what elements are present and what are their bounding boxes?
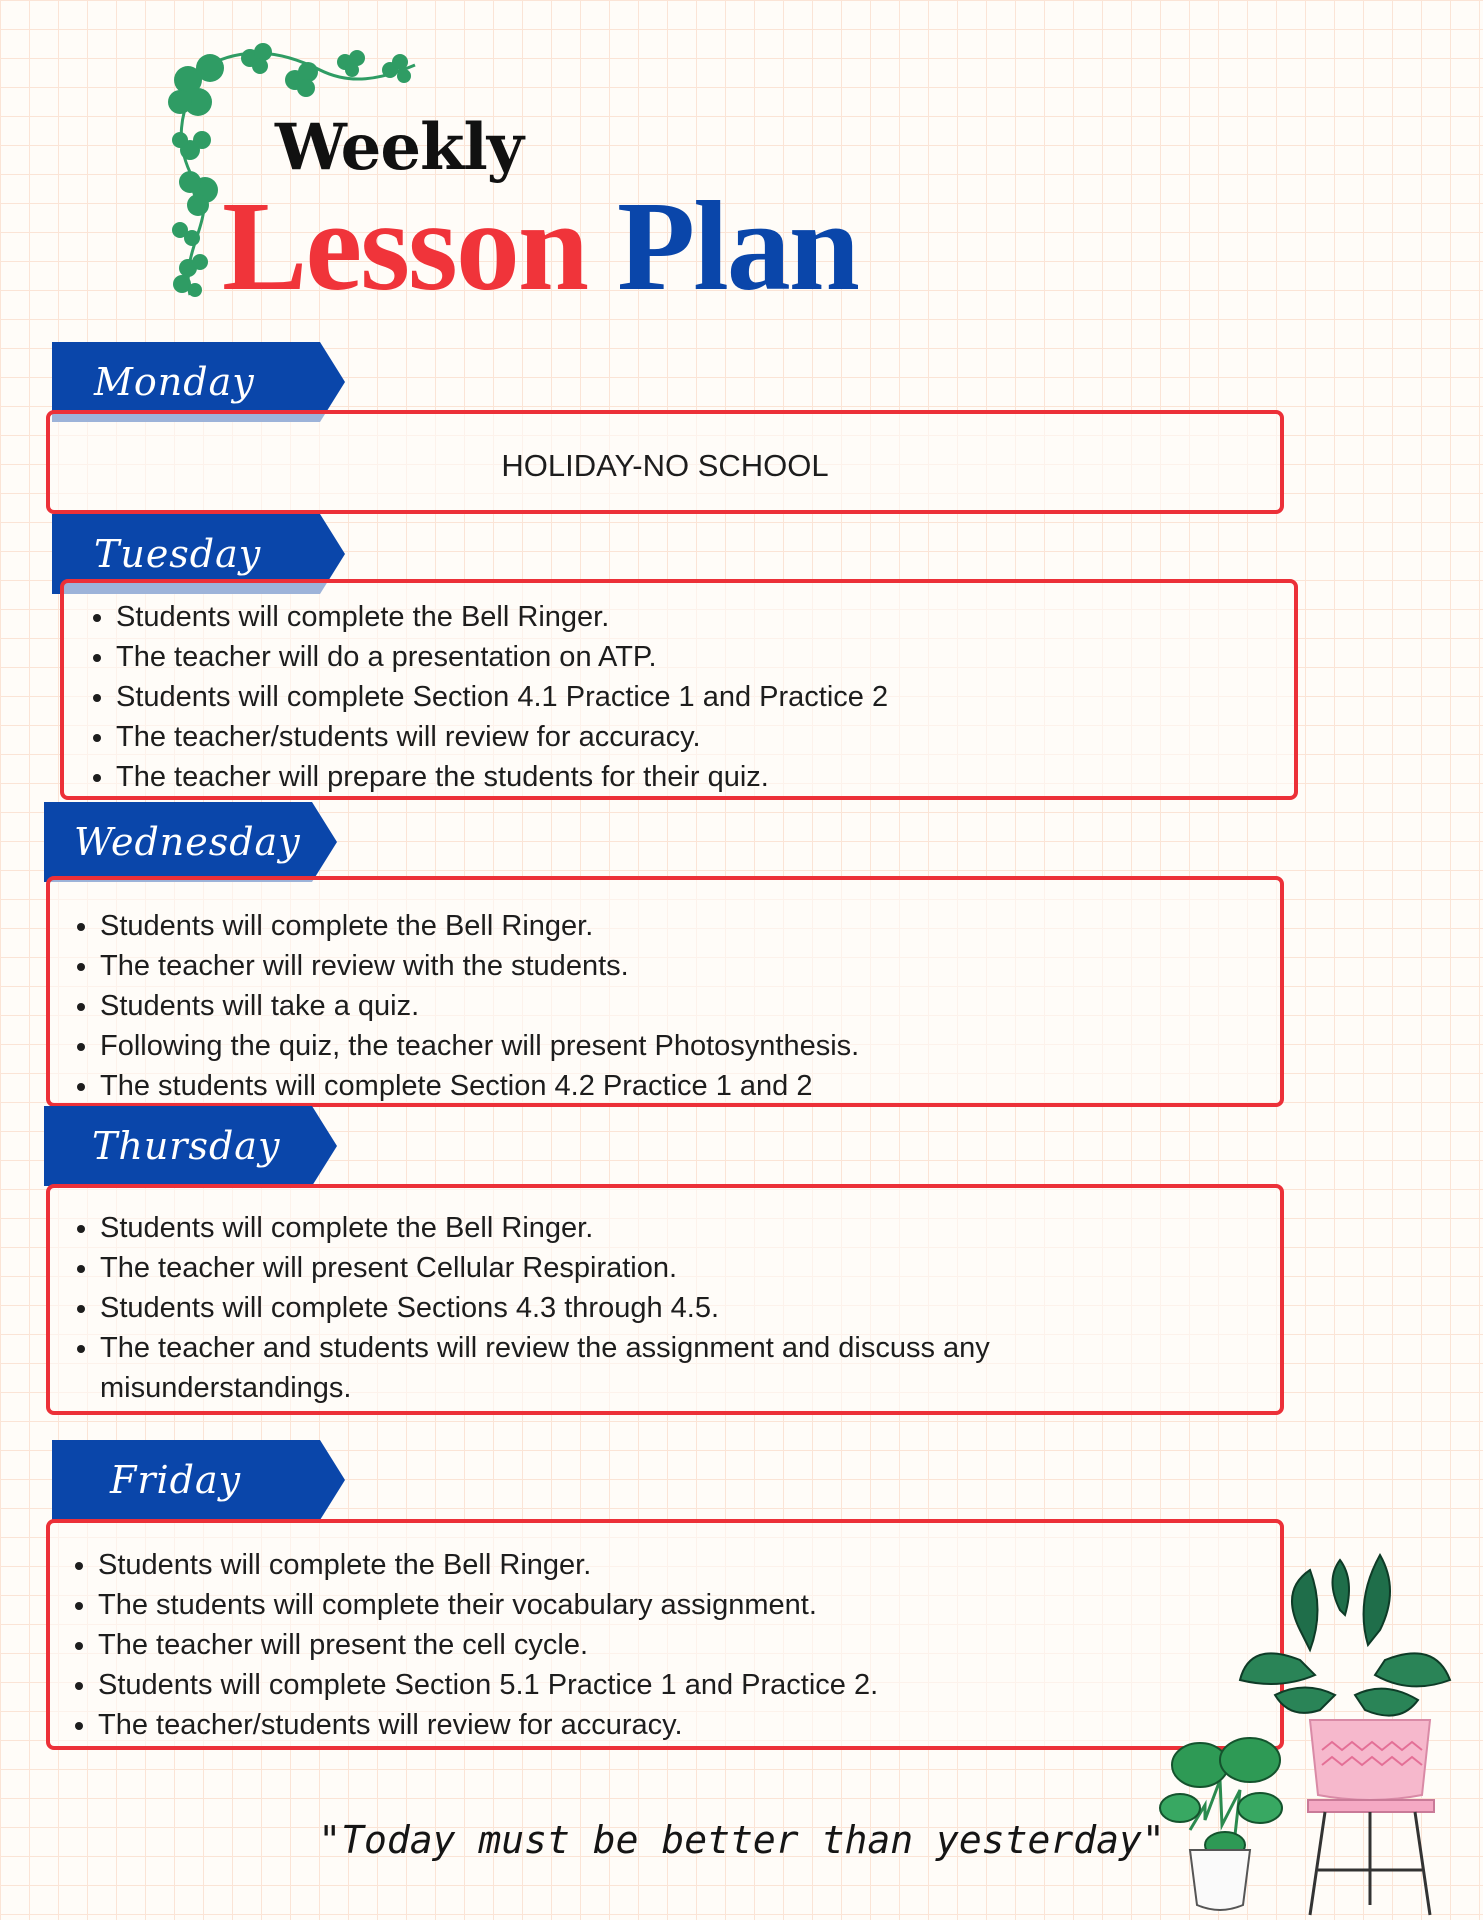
page-title [222,175,858,317]
list-item: • Students will complete Sections 4.3 through 4.5. [100,1288,1110,1328]
monday-box [46,410,1284,514]
list-item: • Following the quiz, the teacher will present Photosynthesis. [100,1026,1280,1066]
monday-note: HOLIDAY-NO SCHOOL [501,448,829,483]
wednesday-box [46,876,1284,1107]
title-weekly: Weekly [275,110,523,185]
wednesday-list [50,880,1280,1106]
title-lesson: Lesson [222,175,587,317]
friday-list [50,1523,1280,1745]
thursday-list [50,1188,1280,1408]
potted-plant-icon [1150,1550,1470,1920]
tuesday-box [60,579,1298,800]
list-item: • Students will complete Section 4.1 Practice 1 and Practice 2 [116,677,1294,717]
list-item: • The teacher will present Cellular Respiration. [100,1248,1110,1288]
tuesday-list [64,583,1294,797]
list-item: • Students will complete the Bell Ringer. [116,597,1294,637]
list-item: • Students will complete the Bell Ringer. [98,1545,1280,1585]
friday-box [46,1519,1284,1750]
day-label-tuesday: Tuesday [94,532,262,576]
list-item: • The teacher will do a presentation on ATP. [116,637,1294,677]
day-tag-friday [52,1440,347,1520]
list-item: • The teacher/students will review for accuracy. [116,717,1294,757]
list-item: • Students will complete Section 5.1 Practice 1 and Practice 2. [98,1665,1280,1705]
list-item: • The students will complete their vocabulary assignment. [98,1585,1280,1625]
day-label-thursday: Thursday [92,1124,281,1168]
list-item: • The teacher/students will review for accuracy. [98,1705,1280,1745]
list-item: • Students will take a quiz. [100,986,1280,1026]
list-item: • Students will complete the Bell Ringer. [100,906,1280,946]
title-plan: Plan [617,175,858,317]
day-label-wednesday: Wednesday [74,820,301,864]
list-item: • The students will complete Section 4.2 Practice 1 and 2 [100,1066,1280,1106]
list-item: • Students will complete the Bell Ringer. [100,1208,1110,1248]
list-item: • The teacher will present the cell cycle. [98,1625,1280,1665]
list-item: • The teacher and students will review the assignment and discuss any misunderstandings. [100,1328,1110,1408]
list-item: • The teacher will prepare the students for their quiz. [116,757,1294,797]
thursday-box [46,1184,1284,1415]
list-item: • The teacher will review with the students. [100,946,1280,986]
footer-quote: "Today must be better than yesterday" [318,1818,1165,1862]
day-tag-wednesday [44,802,339,882]
day-label-friday: Friday [110,1458,242,1502]
day-label-monday: Monday [94,360,255,404]
day-tag-thursday [44,1106,339,1186]
